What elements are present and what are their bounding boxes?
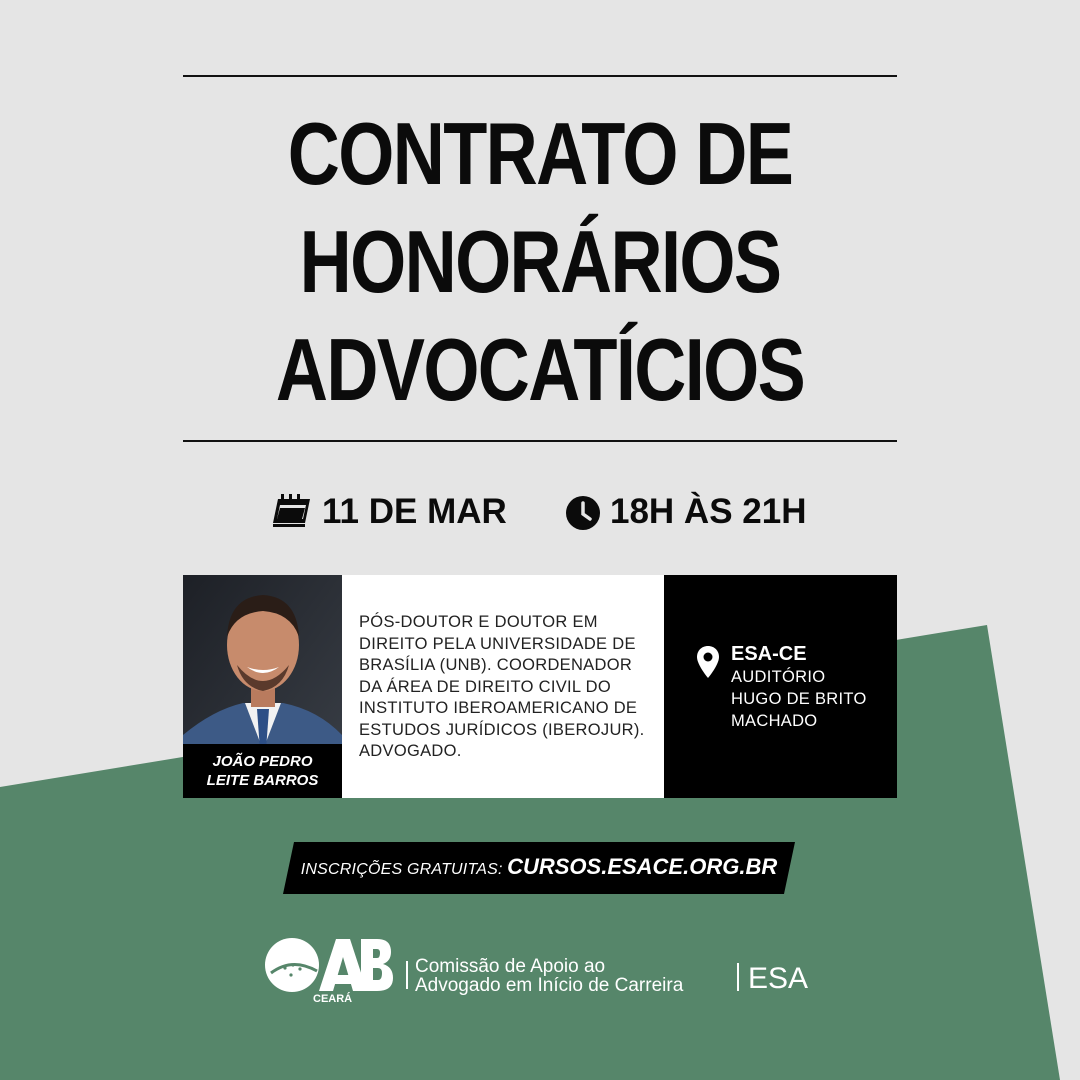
venue-address (731, 666, 891, 732)
footer-divider-1 (406, 961, 408, 989)
esa-logo: ESA (748, 962, 809, 995)
registration-link[interactable]: CURSOS.ESACE.ORG.BR (507, 854, 778, 879)
title-line-3: ADVOCATÍCIOS (275, 320, 805, 419)
event-time: 18H ÀS 21H (610, 492, 807, 531)
date-time-row (0, 488, 1080, 538)
commission-line-1: Comissão de Apoio ao (415, 956, 606, 977)
registration-banner[interactable] (283, 842, 795, 894)
calendar-icon (272, 493, 312, 529)
speaker-photo (183, 575, 342, 798)
location-pin-icon (696, 645, 720, 679)
event-date: 11 DE MAR (322, 492, 507, 531)
clock-icon (565, 495, 601, 531)
venue-line-3: MACHADO (731, 712, 818, 730)
oab-logo-subtext: CEARÁ (313, 993, 353, 1005)
speaker-bio: PÓS-DOUTOR E DOUTOR EM DIREITO PELA UNIVERSIDADE DE BRASÍLIA (UNB). COORDENADOR DA ÁREA DE DIREITO CIVIL DO INSTITUTO IBEROAMERICANO DE ESTUDOS JURÍDICOS (IBEROJUR). ADVOGADO. (359, 613, 645, 760)
registration-label: INSCRIÇÕES GRATUITAS: (300, 861, 503, 878)
top-divider (183, 75, 897, 77)
commission-name (415, 957, 683, 995)
speaker-bio-panel (342, 575, 664, 798)
venue-panel (664, 575, 897, 798)
bottom-divider (183, 440, 897, 442)
commission-line-2: Advogado em Início de Carreira (415, 975, 684, 996)
venue-line-2: HUGO DE BRITO (731, 690, 867, 708)
speaker-name-line-1: JOÃO PEDRO (212, 753, 313, 770)
footer-divider-2 (737, 963, 739, 991)
event-title (0, 100, 1080, 424)
title-line-2: HONORÁRIOS (299, 212, 781, 311)
speaker-name-line-2: LEITE BARROS (206, 772, 319, 789)
venue-name: ESA-CE (731, 643, 807, 665)
registration-text (283, 842, 795, 894)
speaker-name (183, 744, 342, 798)
title-line-1: CONTRATO DE (287, 104, 793, 203)
venue-line-1: AUDITÓRIO (731, 668, 826, 686)
